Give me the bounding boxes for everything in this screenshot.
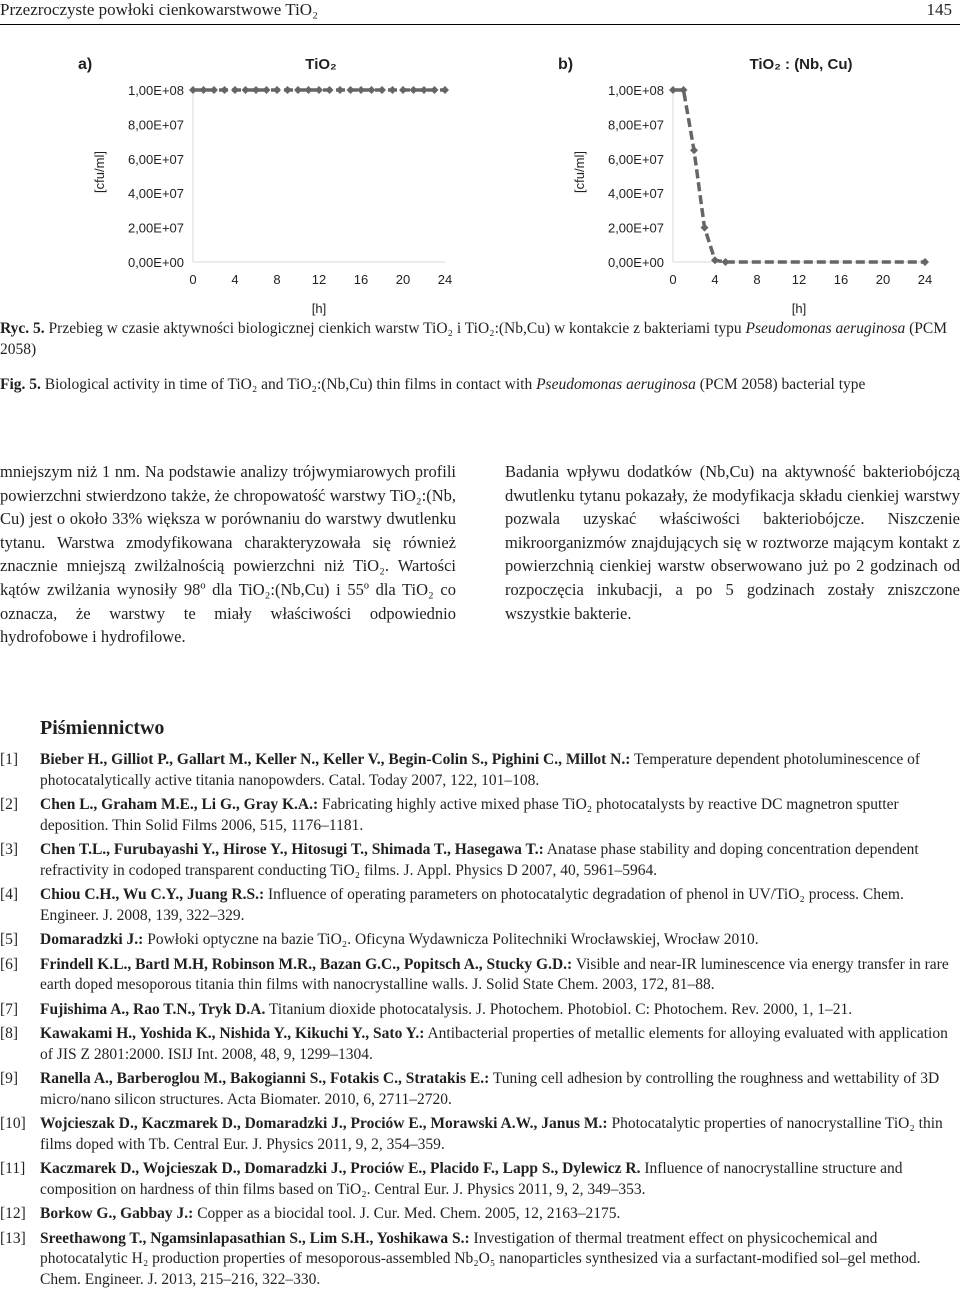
reference-item — [0, 795, 956, 836]
x-axis-label: [h] — [791, 301, 807, 316]
reference-number: [4] — [0, 886, 19, 903]
y-tick-label: 4,00E+07 — [127, 186, 184, 202]
reference-authors: Ranella A., Barberoglou M., Bakogianni S., Fotakis C., Stratakis E.: — [40, 1070, 490, 1087]
reference-number: [11] — [0, 1160, 26, 1177]
reference-text: Titanium dioxide photocatalysis. J. Photochem. Photobiol. C: Photochem. Rev. 2000, 1, 1–21. — [268, 1000, 853, 1018]
data-point — [284, 86, 292, 94]
reference-text: Fabricating highly active mixed phase TiO₂ photocatalysts by reactive DC magnetron sputter deposition. Thin Solid Films 2006, 515, 1176–1181. — [40, 796, 899, 834]
data-point — [242, 86, 250, 94]
y-axis-label: [cfu/ml] — [92, 151, 107, 193]
data-point — [189, 86, 197, 94]
data-point — [410, 86, 418, 94]
reference-text: Photocatalytic properties of nanocrystalline TiO₂ thin films doped with Tb. Central Eur. J. Physics 2011, 9, 2, 354–359. — [40, 1115, 943, 1153]
reference-number: [13] — [0, 1229, 26, 1247]
reference-item — [0, 930, 956, 951]
reference-authors: Chen L., Graham M.E., Li G., Gray K.A.: — [40, 796, 319, 813]
y-tick-label: 4,00E+07 — [607, 186, 664, 202]
references-heading: Piśmiennictwo — [40, 717, 165, 739]
x-axis-label: [h] — [311, 301, 327, 316]
y-tick-label: 8,00E+07 — [127, 117, 184, 133]
reference-number: [8] — [0, 1025, 19, 1042]
reference-authors: Bieber H., Gilliot P., Gallart M., Keller N., Keller V., Begin-Colin S., Pighini C., Millot N.: — [40, 751, 631, 768]
reference-number: [3] — [0, 841, 19, 858]
body-paragraph-left: mniejszym niż 1 nm. Na podstawie analizy trójwymiarowych profili powierzchni stwierdzono także, że chropowatość warstwy TiO₂:(Nb, Cu) jest o około 33% większa w porównaniu do warstwy dwutlenku tytanu. Warstwa zmodyfikowana charakteryzowała się również znacznie mniejszą zwilżalnością powierzchni niż TiO₂. Wartości kątów zwilżania wynosiły 98º dla TiO₂:(Nb,Cu) i 55º dla TiO₂ co oznacza, że warstwy te miały właściwości odpowiednio hydrofobowe i hydrofilowe. — [0, 462, 456, 647]
reference-authors: Borkow G., Gabbay J.: — [40, 1205, 194, 1222]
reference-item — [0, 1159, 956, 1200]
x-tick-label: 20 — [875, 272, 891, 287]
chart-a — [0, 48, 480, 316]
data-point — [326, 86, 334, 94]
reference-authors: Frindell K.L., Bartl M.H, Robinson M.R., Bazan G.C., Popitsch A., Stucky G.D.: — [40, 955, 573, 973]
x-tick-label: 8 — [753, 272, 761, 287]
reference-text: Tuning cell adhesion by controlling the roughness and wettability of 3D micro/nano silicon structures. Acta Biomater. 2010, 6, 2711–2720. — [40, 1070, 940, 1108]
data-point — [399, 86, 407, 94]
x-tick-label: 8 — [273, 272, 281, 287]
y-tick-label: 6,00E+07 — [127, 151, 184, 167]
caption-label: Fig. 5. — [0, 376, 41, 393]
data-point — [231, 86, 239, 94]
y-tick-label: 2,00E+07 — [607, 220, 664, 236]
series-line — [673, 90, 925, 262]
data-point — [441, 86, 449, 94]
reference-item — [0, 955, 956, 996]
data-point — [368, 86, 376, 94]
data-point — [336, 86, 344, 94]
data-point — [347, 86, 355, 94]
reference-number: [12] — [0, 1205, 26, 1222]
y-tick-label: 6,00E+07 — [607, 151, 664, 167]
data-point — [294, 86, 302, 94]
caption-tail: (PCM 2058) — [0, 320, 948, 358]
reference-text: Influence of operating parameters on photocatalytic degradation of phenol in UV/TiO₂ process. Chem. Engineer. J. 2008, 139, 322–329. — [40, 886, 904, 924]
body-paragraph-right: Badania wpływu dodatków (Nb,Cu) na aktywność bakteriobójczą dwutlenku tytanu pokazały, że modyfikacja składu cienkiej warstwy pozwala uzyskać właściwości bakteriobójcze. Niszczenie mikroorganizmów znajdujących się w roztworze mającym kontakt z powierzchnią cienkiej warstw obserwowano już po 2 godzinach od rozpoczęcia inkubacji, a po 5 godzinach zostały zniszczone wszystkie bakterie. — [505, 462, 960, 623]
data-point — [701, 224, 709, 232]
reference-text: Investigation of thermal treatment effect on physicochemical and photocatalytic H₂ production properties of mesoporous-assembled Nb₂O₅ nanoparticles synthesized via a surfactant-modified sol–gel method. Chem. Engineer. J. 2013, 215–216, 322–330. — [40, 1229, 921, 1288]
reference-item — [0, 1114, 956, 1155]
reference-item — [0, 1229, 956, 1291]
reference-item — [0, 1024, 956, 1065]
data-point — [210, 86, 218, 94]
x-tick-label: 12 — [791, 272, 807, 287]
data-point — [305, 86, 313, 94]
data-point — [252, 86, 260, 94]
reference-number: [10] — [0, 1115, 26, 1132]
references-list — [0, 750, 956, 1294]
panel-label: a) — [78, 56, 93, 73]
reference-text: Copper as a biocidal tool. J. Cur. Med. Chem. 2005, 12, 2163–2175. — [197, 1205, 621, 1222]
y-tick-label: 1,00E+08 — [607, 83, 664, 98]
x-tick-label: 20 — [395, 272, 411, 287]
chart-title: TiO₂ — [305, 56, 337, 73]
panel-label: b) — [558, 56, 574, 73]
reference-authors: Kawakami H., Yoshida K., Nishida Y., Kikuchi Y., Sato Y.: — [40, 1025, 425, 1042]
caption-label: Ryc. 5. — [0, 320, 45, 337]
data-point — [921, 258, 929, 266]
page-number: 145 — [926, 0, 952, 19]
data-point — [315, 86, 323, 94]
chart-title: TiO₂ : (Nb, Cu) — [749, 56, 853, 73]
data-point — [378, 86, 386, 94]
y-tick-label: 0,00E+00 — [607, 255, 664, 270]
caption-polish — [0, 318, 956, 360]
reference-number: [7] — [0, 1000, 19, 1018]
reference-authors: Domaradzki J.: — [40, 931, 144, 948]
data-point — [200, 86, 208, 94]
reference-authors: Chiou C.H., Wu C.Y., Juang R.S.: — [40, 886, 265, 903]
y-tick-label: 1,00E+08 — [127, 83, 184, 98]
caption-english — [0, 374, 956, 395]
data-point — [690, 146, 698, 154]
running-header — [0, 0, 960, 25]
reference-item — [0, 840, 956, 881]
chart-b — [480, 48, 960, 316]
data-point — [431, 86, 439, 94]
reference-item — [0, 750, 956, 791]
data-point — [263, 86, 271, 94]
data-point — [680, 86, 688, 94]
data-point — [669, 86, 677, 94]
caption-text: Przebieg w czasie aktywności biologicznej cienkich warstw TiO₂ i TiO₂:(Nb,Cu) w kontakcie z bakteriami typu — [48, 320, 742, 337]
caption-species: Pseudomonas aeruginosa — [745, 320, 906, 337]
reference-authors: Wojcieszak D., Kaczmarek D., Domaradzki J., Prociów E., Morawski A.W., Janus M.: — [40, 1115, 608, 1132]
caption-species: Pseudomonas aeruginosa — [536, 376, 696, 393]
data-point — [273, 86, 281, 94]
reference-text: Powłoki optyczne na bazie TiO₂. Oficyna Wydawnicza Politechniki Wrocławskiej, Wrocław 2010. — [147, 931, 759, 948]
data-point — [357, 86, 365, 94]
reference-number: [5] — [0, 931, 19, 948]
reference-authors: Kaczmarek D., Wojcieszak D., Domaradzki J., Prociów E., Placido F., Lapp S., Dylewicz R. — [40, 1160, 641, 1177]
reference-authors: Sreethawong T., Ngamsinlapasathian S., Lim S.H., Yoshikawa S.: — [40, 1229, 470, 1247]
y-tick-label: 2,00E+07 — [127, 220, 184, 236]
body-column-left — [0, 460, 456, 649]
x-tick-label: 0 — [189, 272, 197, 287]
reference-text: Visible and near-IR luminescence via energy transfer in rare earth doped mesoporous titania thin films with nanocrystalline walls. J. Solid State Chem. 2003, 172, 81–88. — [40, 955, 949, 993]
reference-number: [1] — [0, 751, 19, 768]
x-tick-label: 4 — [711, 272, 719, 287]
data-point — [711, 256, 719, 264]
reference-item — [0, 885, 956, 926]
y-tick-label: 8,00E+07 — [607, 117, 664, 133]
x-tick-label: 24 — [437, 272, 453, 287]
reference-text: Antibacterial properties of metallic elements for alloying evaluated with application of JIS Z 2801:2000. ISIJ Int. 2008, 48, 9, 1299–1304. — [40, 1025, 948, 1063]
reference-item — [0, 1204, 956, 1225]
data-point — [221, 86, 229, 94]
data-point — [420, 86, 428, 94]
reference-item — [0, 1069, 956, 1110]
data-point — [389, 86, 397, 94]
reference-number: [2] — [0, 796, 19, 813]
x-tick-label: 16 — [833, 272, 849, 287]
body-column-right — [505, 460, 960, 625]
caption-text: Biological activity in time of TiO₂ and TiO₂:(Nb,Cu) thin films in contact with — [44, 376, 533, 393]
reference-item — [0, 1000, 956, 1021]
x-tick-label: 0 — [669, 272, 677, 287]
running-title: Przezroczyste powłoki cienkowarstwowe TiO₂ — [0, 0, 319, 19]
reference-authors: Fujishima A., Rao T.N., Tryk D.A. — [40, 1000, 266, 1018]
reference-text: Temperature dependent photoluminescence of photocatalytically active titania nanopowders. Catal. Today 2007, 122, 101–108. — [40, 751, 921, 789]
caption-tail: (PCM 2058) bacterial type — [699, 376, 866, 393]
y-axis-label: [cfu/ml] — [572, 151, 587, 193]
y-tick-label: 0,00E+00 — [127, 255, 184, 270]
reference-text: Influence of nanocrystalline structure and composition on hardness of thin films based on TiO₂. Central Eur. J. Physics 2011, 9, 2, 349–353. — [40, 1160, 903, 1198]
x-tick-label: 4 — [231, 272, 239, 287]
reference-authors: Chen T.L., Furubayashi Y., Hirose Y., Hitosugi T., Shimada T., Hasegawa T.: — [40, 841, 544, 858]
reference-number: [6] — [0, 955, 19, 973]
reference-number: [9] — [0, 1070, 19, 1087]
x-tick-label: 16 — [353, 272, 369, 287]
x-tick-label: 12 — [311, 272, 327, 287]
reference-text: Anatase phase stability and doping concentration dependent refractivity in codoped transparent conducting TiO₂ films. J. Appl. Physics D 2007, 40, 5961–5964. — [40, 841, 919, 879]
data-point — [722, 258, 730, 266]
x-tick-label: 24 — [917, 272, 933, 287]
